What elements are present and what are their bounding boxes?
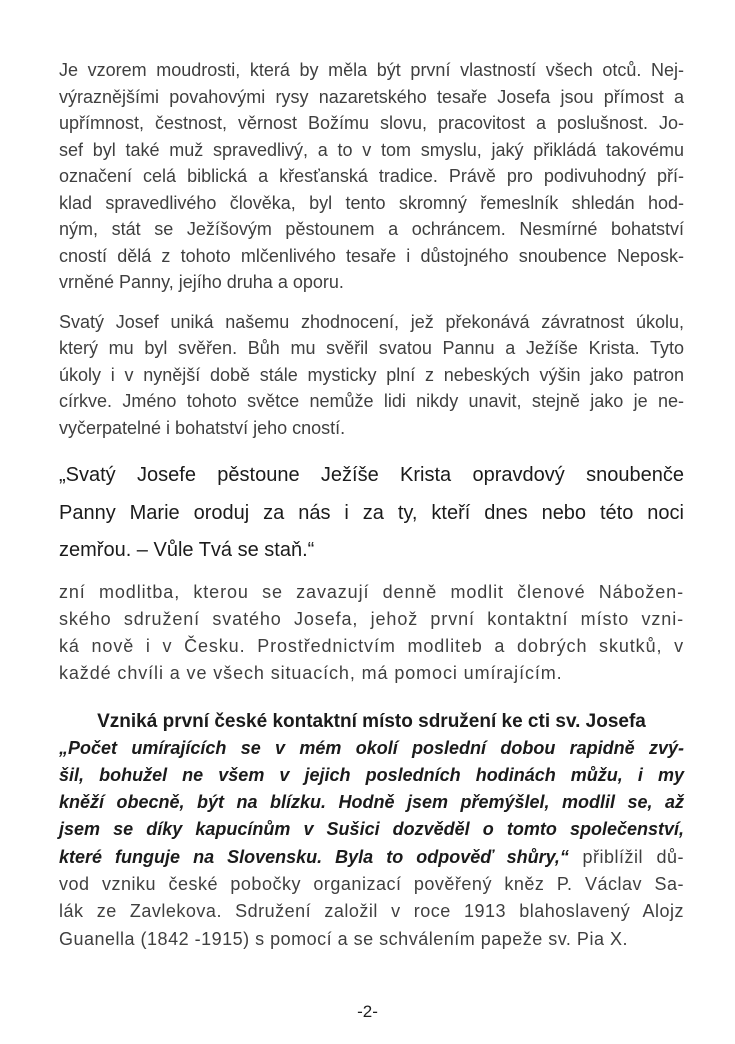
text-line: Je vzorem moudrosti, která by měla být první vlastností všech otců. Nej- bbox=[59, 60, 684, 80]
section-heading: Vzniká první české kontaktní místo sdružení ke cti sv. Josefa bbox=[97, 710, 646, 732]
text-line: církve. Jméno tohoto světce nemůže lidi nikdy unavit, stejně jako je ne- bbox=[59, 391, 684, 411]
text-line: šil, bohužel ne všem v jejich posledních hodinách můžu, i my bbox=[59, 764, 684, 785]
text-line: ského sdružení svatého Josefa, jehož první kontaktní místo vzni- bbox=[59, 608, 684, 629]
paragraph-intro bbox=[59, 57, 684, 296]
text-line: vod vzniku české pobočky organizací pověřený kněz P. Václav Sa- bbox=[59, 873, 684, 894]
text-line: zemřou. – Vůle Tvá se staň.“ bbox=[59, 539, 315, 561]
text-line: „Svatý Josefe pěstoune Ježíše Krista opravdový snoubenče bbox=[59, 464, 684, 486]
text-line: ká nově i v Česku. Prostřednictvím modliteb a dobrých skutků, v bbox=[59, 635, 684, 656]
paragraph-svaty-josef bbox=[59, 309, 684, 442]
text-line: úkoly i v nynější době stále mysticky plní z nebeských výšin jako patron bbox=[59, 364, 684, 385]
text-line: který mu byl svěřen. Bůh mu svěřil svatou Pannu a Ježíše Krista. Tyto bbox=[59, 338, 684, 358]
text-line: upřímnost, čestnost, věrnost Božímu slovu, pracovitost a poslušnost. Jo- bbox=[59, 113, 684, 133]
text-line: Guanella (1842 -1915) s pomocí a se schválením papeže sv. Pia X. bbox=[59, 928, 628, 949]
paragraph-pocet bbox=[59, 735, 684, 953]
text-line: kněží obecně, být na blízku. Hodně jsem přemýšlel, modlil se, až bbox=[59, 792, 684, 813]
text-line: vyčerpatelné i bohatství jeho cností. bbox=[59, 417, 346, 438]
text-line: výraznějšími povahovými rysy nazaretského tesaře Josefa jsou přímost a bbox=[59, 86, 684, 107]
text-line: zní modlitba, kterou se zavazují denně modlit členové Nábožen- bbox=[59, 581, 684, 602]
text-line: sef byl také muž spravedlivý, a to v tom smyslu, jaký přikládá takovému bbox=[59, 139, 684, 160]
prayer-quote bbox=[59, 457, 684, 570]
text-line: lák ze Zavlekova. Sdružení založil v roce 1913 blahoslavený Alojz bbox=[59, 901, 684, 922]
text-line: vrněné Panny, jejího druha a oporu. bbox=[59, 272, 344, 292]
text-line: „Počet umírajících se v mém okolí poslední dobou rapidně zvý- bbox=[59, 737, 684, 758]
text-line: označení celá biblická a křesťanská tradice. Právě pro podivuhodný pří- bbox=[59, 166, 684, 186]
text-line: cností dělá z tohoto mlčenlivého tesaře i důstojného snoubence Neposk- bbox=[59, 245, 684, 266]
text-line: jsem se díky kapucínům v Sušici dozvěděl o tomto společenství, bbox=[59, 819, 684, 840]
text-line: Panny Marie oroduj za nás i za ty, kteří dnes nebo této noci bbox=[59, 501, 684, 524]
text-line: klad spravedlivého člověka, byl tento skromný řemeslník shledán hod- bbox=[59, 192, 684, 213]
text-line: Svatý Josef uniká našemu zhodnocení, jež překonává závratnost úkolu, bbox=[59, 311, 684, 332]
paragraph-modlitba bbox=[59, 579, 684, 687]
page-number: -2- bbox=[357, 1002, 378, 1021]
text-line: které funguje na Slovensku. Byla to odpověď shůry,“ přiblížil dů- bbox=[59, 846, 685, 867]
text-line: ným, stát se Ježíšovým pěstounem a ochráncem. Nesmírné bohatství bbox=[59, 219, 684, 239]
text-line: každé chvíli a ve všech situacích, má pomoci umírajícím. bbox=[59, 662, 563, 683]
